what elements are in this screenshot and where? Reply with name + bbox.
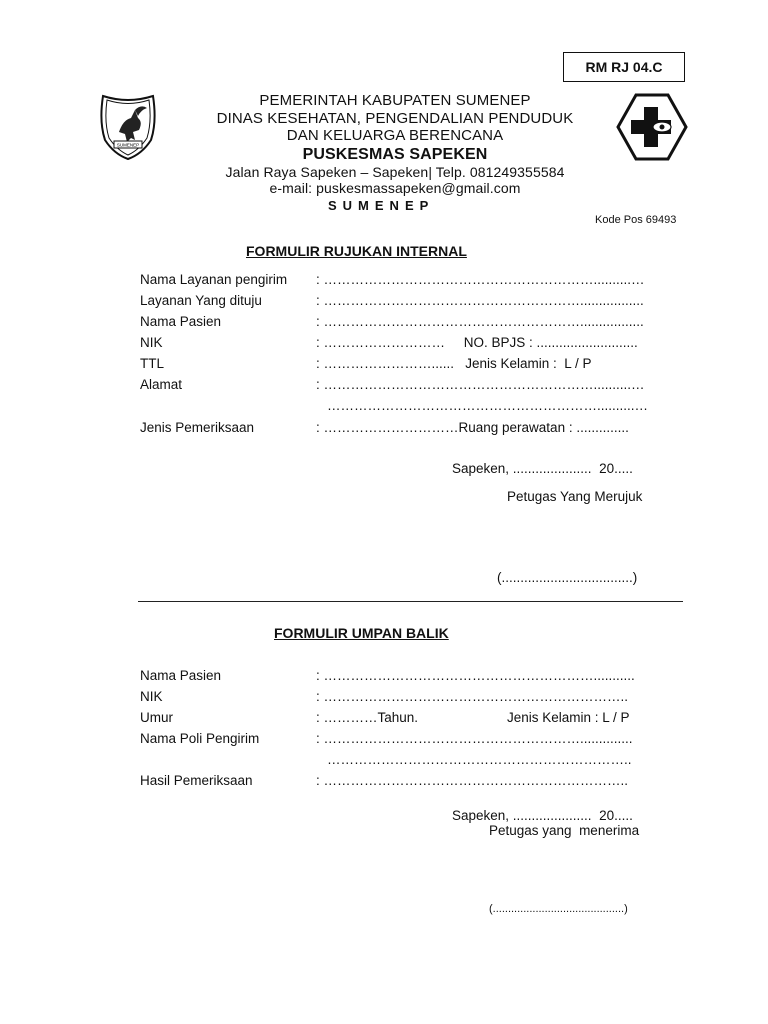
rujukan-field: : ……………………………………………………..........… bbox=[316, 272, 645, 287]
letterhead bbox=[185, 92, 605, 196]
umpan-label: Nama Poli Pengirim bbox=[140, 731, 260, 746]
umpan-field-continuation: ………………………………………………………….. bbox=[327, 752, 632, 767]
rujukan-label: Nama Pasien bbox=[140, 314, 222, 329]
rujukan-title: FORMULIR RUJUKAN INTERNAL bbox=[246, 243, 467, 259]
header-line2: DINAS KESEHATAN, PENGENDALIAN PENDUDUK bbox=[216, 109, 574, 127]
umpan-label: Nama Pasien bbox=[140, 668, 222, 683]
umpan-title: FORMULIR UMPAN BALIK bbox=[274, 625, 449, 641]
rujukan-label: Jenis Pemeriksaan bbox=[140, 420, 255, 435]
umpan-gender-field: Jenis Kelamin : L / P bbox=[507, 710, 630, 725]
postal-code: Kode Pos 69493 bbox=[595, 214, 677, 226]
umpan-label: Umur bbox=[140, 710, 173, 725]
rujukan-signature: (...................................) bbox=[497, 570, 638, 585]
umpan-signature: (...........................................) bbox=[489, 903, 628, 915]
puskesmas-logo bbox=[616, 93, 688, 161]
rujukan-date-line: Sapeken, ..................... 20..... bbox=[452, 461, 633, 476]
rujukan-label: NIK bbox=[140, 335, 163, 350]
umpan-field: : …………Tahun. bbox=[316, 710, 419, 725]
regency-logo bbox=[97, 92, 159, 162]
header-city: SUMENEP bbox=[328, 198, 435, 213]
rujukan-field: : ……………………...... Jenis Kelamin : L / P bbox=[316, 356, 592, 371]
header-title: PUSKESMAS SAPEKEN bbox=[302, 145, 488, 163]
header-address: Jalan Raya Sapeken – Sapeken| Telp. 081249355584 bbox=[225, 163, 565, 180]
header-line3: DAN KELUARGA BERENCANA bbox=[286, 127, 504, 144]
umpan-label: NIK bbox=[140, 689, 163, 704]
header-email: e-mail: puskesmassapeken@gmail.com bbox=[269, 179, 521, 196]
umpan-signer-title: Petugas yang menerima bbox=[489, 823, 640, 838]
umpan-field: : ………………………………………………….............. bbox=[316, 731, 633, 746]
rujukan-field: : ……………………… NO. BPJS : ........................... bbox=[316, 335, 638, 350]
rujukan-label: Layanan Yang dituju bbox=[140, 293, 262, 308]
rujukan-field: : …………………………………………………................. bbox=[316, 293, 644, 308]
umpan-field: : ………………………………………………………….. bbox=[316, 689, 629, 704]
rujukan-label: TTL bbox=[140, 356, 165, 371]
rujukan-label: Nama Layanan pengirim bbox=[140, 272, 288, 287]
umpan-label: Hasil Pemeriksaan bbox=[140, 773, 253, 788]
header-line1: PEMERINTAH KABUPATEN SUMENEP bbox=[259, 92, 531, 109]
rujukan-label: Alamat bbox=[140, 377, 183, 392]
rujukan-field: : …………………………Ruang perawatan : .............. bbox=[316, 420, 629, 435]
rujukan-field: : …………………………………………………................. bbox=[316, 314, 644, 329]
umpan-date-line: Sapeken, ..................... 20..... bbox=[452, 808, 633, 823]
logo-banner-text: SUMENEP bbox=[116, 142, 140, 148]
section-divider bbox=[138, 601, 683, 602]
umpan-field: : ……………………………………………………........... bbox=[316, 668, 635, 683]
document-code: RM RJ 04.C bbox=[563, 52, 685, 82]
rujukan-field-continuation: ……………………………………………………..........… bbox=[327, 398, 649, 413]
rujukan-field: : ……………………………………………………..........… bbox=[316, 377, 645, 392]
umpan-field: : ………………………………………………………….. bbox=[316, 773, 629, 788]
rujukan-signer-title: Petugas Yang Merujuk bbox=[507, 489, 643, 504]
